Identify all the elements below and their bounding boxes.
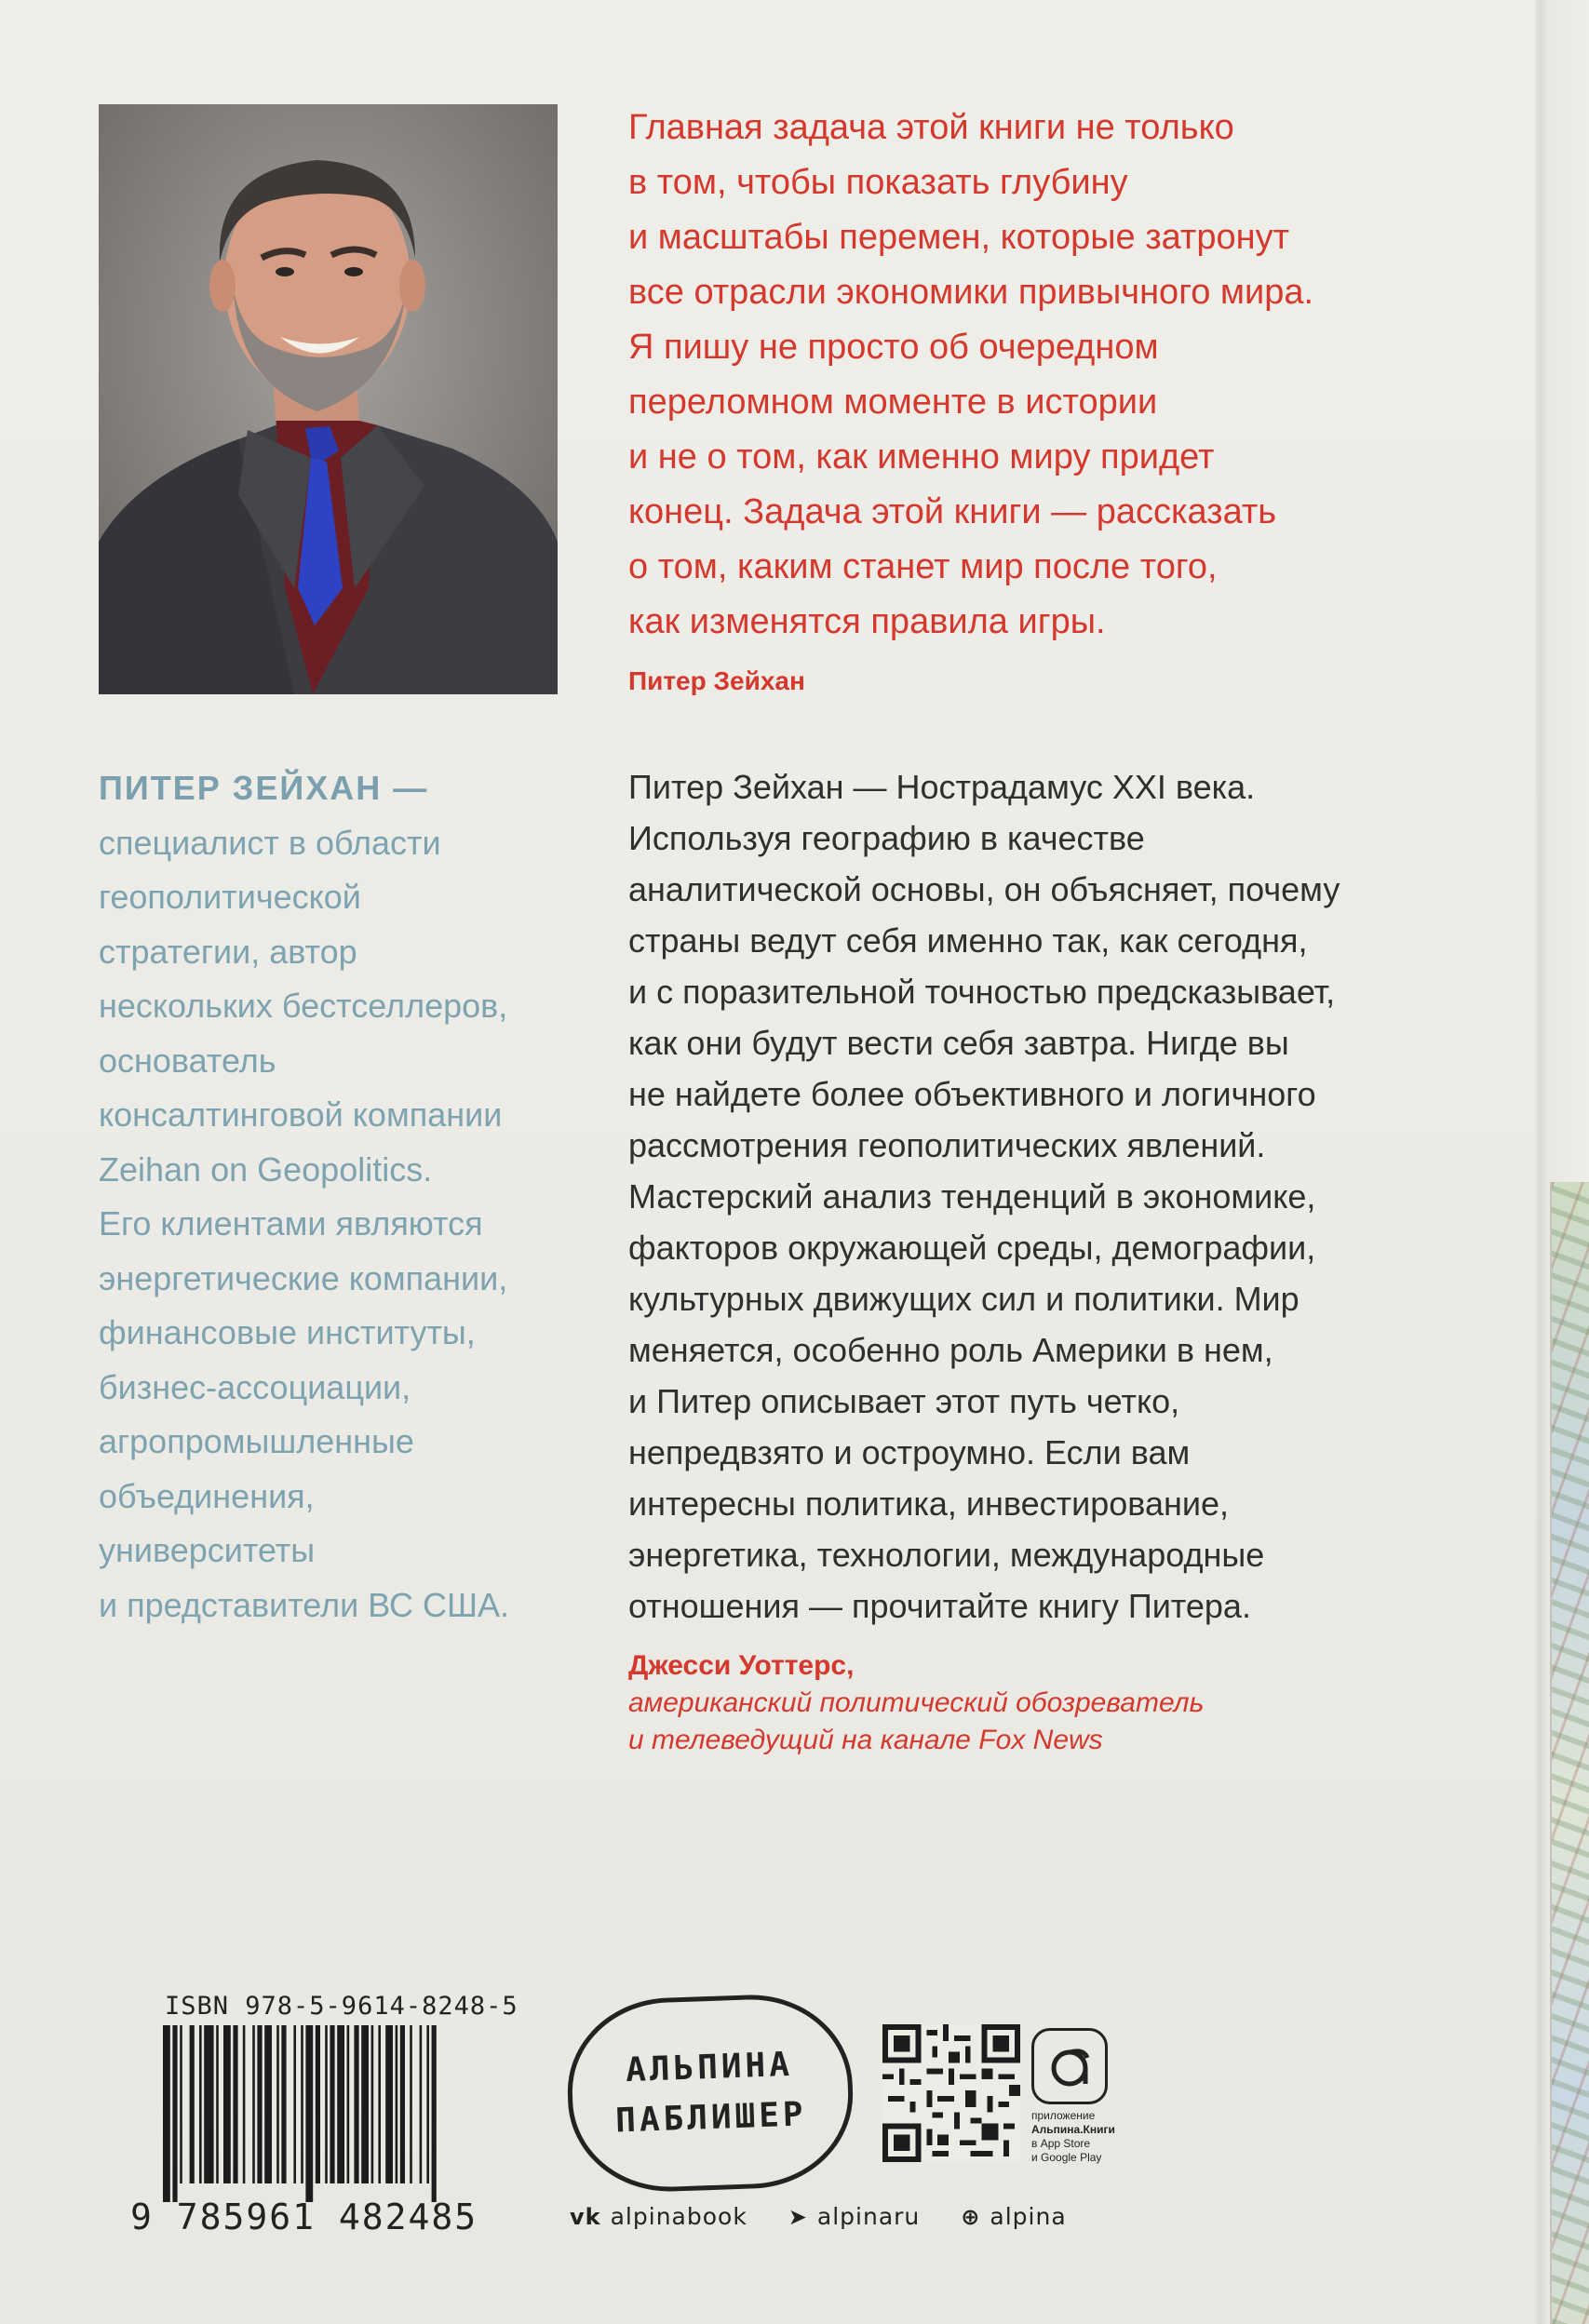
quote-line: конец. Задача этой книги — рассказать	[628, 492, 1277, 531]
bio-line: Zeihan on Geopolitics.	[99, 1149, 433, 1189]
review-line: аналитической основы, он объясняет, почему	[628, 870, 1340, 908]
review-line: факторов окружающей среды, демографии,	[628, 1229, 1316, 1267]
review-line: энергетика, технологии, международные	[628, 1536, 1265, 1574]
barcode-bar	[432, 2025, 437, 2202]
bio-line: нескольких бестселлеров,	[99, 987, 508, 1025]
barcode-bar	[199, 2025, 202, 2183]
barcode-bar	[216, 2025, 219, 2183]
barcode-digits: 9 785961 482485	[130, 2196, 478, 2237]
barcode-bar	[252, 2025, 255, 2183]
barcode-bar	[281, 2025, 286, 2183]
barcode-bar	[223, 2025, 231, 2183]
bio-line: бизнес-ассоциации,	[99, 1367, 411, 1406]
social-vk	[570, 2203, 747, 2230]
review-line: Мастерский анализ тенденций в экономике,	[628, 1177, 1316, 1216]
quote-line: Я пишу не просто об очередном	[628, 328, 1159, 367]
author-bio	[99, 761, 583, 1632]
barcode-bar	[396, 2025, 398, 2183]
vk-handle: alpinabook	[610, 2203, 747, 2230]
qr-code	[882, 2024, 1020, 2162]
bio-author-name: ПИТЕР ЗЕЙХАН —	[99, 769, 429, 807]
publisher-logo	[564, 1992, 855, 2196]
telegram-handle: alpinaru	[816, 2203, 921, 2230]
review-line: непредвзято и остроумно. Если вам	[628, 1433, 1191, 1471]
barcode-bar	[400, 2025, 405, 2183]
barcode-bar	[410, 2025, 412, 2183]
review-line: Используя географию в качестве	[628, 819, 1145, 857]
quote-line: все отрасли экономики привычного мира.	[628, 273, 1314, 312]
review-line: культурных движущих сил и политики. Мир	[628, 1280, 1299, 1318]
review-author-name: Джесси Уоттерс,	[628, 1650, 855, 1681]
bio-line: Его клиентами являются	[99, 1204, 483, 1243]
barcode-bar	[243, 2025, 246, 2183]
barcode	[163, 2025, 507, 2202]
barcode-bar	[316, 2025, 320, 2183]
barcode-bar	[325, 2025, 328, 2183]
other-handle: alpina	[990, 2203, 1067, 2230]
publisher-name-line: АЛЬПИНА	[625, 2045, 794, 2090]
quote-line: в том, чтобы показать глубину	[628, 163, 1128, 202]
barcode-bar	[354, 2025, 358, 2183]
bio-line: геополитической	[99, 878, 361, 916]
social-links	[570, 2203, 1067, 2230]
barcode-bar	[180, 2025, 182, 2183]
review-line: страны ведут себя именно так, как сегодня,	[628, 921, 1308, 960]
review-line: Питер Зейхан — Нострадамус XXI века.	[628, 768, 1256, 806]
bio-line: объединения,	[99, 1476, 315, 1515]
barcode-bar	[204, 2025, 213, 2183]
barcode-bar	[426, 2025, 429, 2183]
app-caption-line: и Google Play	[1031, 2151, 1102, 2164]
review-author	[628, 1647, 1204, 1759]
quote-line: и масштабы перемен, которые затронут	[628, 218, 1289, 257]
publisher-name-line: ПАБЛИШЕР	[614, 2095, 808, 2141]
quote-author: Питер Зейхан	[628, 666, 805, 695]
telegram-icon: ➤	[788, 2203, 808, 2230]
bio-line: агропромышленные	[99, 1422, 414, 1460]
review-author-role: американский политический обозреватель	[628, 1687, 1205, 1718]
quote-line: о том, каким станет мир после того,	[628, 547, 1218, 586]
barcode-bar	[371, 2025, 374, 2183]
plus-circle-icon: ⊕	[961, 2203, 981, 2230]
map-flap-edge	[1550, 1182, 1589, 2324]
barcode-bar	[347, 2025, 350, 2183]
quote-line: и не о том, как именно миру придет	[628, 437, 1215, 477]
review-line: рассмотрения геополитических явлений.	[628, 1126, 1266, 1164]
review-line: и Питер описывает этот путь четко,	[628, 1382, 1180, 1420]
review-line: и с поразительной точностью предсказывает,	[628, 973, 1336, 1011]
barcode-bar	[257, 2025, 262, 2183]
barcode-bar	[233, 2025, 237, 2183]
barcode-bar	[420, 2025, 423, 2183]
barcode-bar	[301, 2025, 303, 2183]
barcode-bar	[305, 2025, 313, 2202]
quote-line: как изменятся правила игры.	[628, 602, 1106, 641]
barcode-bar	[276, 2025, 279, 2183]
social-telegram	[788, 2203, 920, 2230]
bio-line: стратегии, автор	[99, 932, 357, 971]
barcode-bar	[361, 2025, 369, 2183]
barcode-bar	[172, 2025, 177, 2202]
review-author-role: и телеведущий на канале Fox News	[628, 1725, 1103, 1755]
author-quote	[628, 101, 1466, 650]
bio-line: и представители ВС США.	[99, 1585, 510, 1624]
review-line: как они будут вести себя завтра. Нигде вы	[628, 1024, 1289, 1062]
barcode-bar	[385, 2025, 393, 2183]
bio-line: основатель	[99, 1041, 276, 1080]
app-caption-line: приложение	[1031, 2109, 1096, 2122]
bio-line: специалист в области	[99, 823, 441, 862]
social-other	[961, 2203, 1066, 2230]
review-line: отношения — прочитайте книгу Питера.	[628, 1587, 1251, 1625]
barcode-bar	[330, 2025, 334, 2183]
quote-line: переломном моменте в истории	[628, 383, 1158, 422]
app-caption-line: Альпина.Книги	[1031, 2123, 1115, 2136]
barcode-bar	[264, 2025, 272, 2183]
vk-icon: vk	[570, 2203, 601, 2230]
quote-line: Главная задача этой книги не только	[628, 108, 1234, 147]
bio-line: энергетические компании,	[99, 1258, 508, 1297]
app-store-caption	[1031, 2109, 1162, 2165]
barcode-bar	[378, 2025, 381, 2183]
barcode-bar	[293, 2025, 296, 2183]
review-line: интересны политика, инвестирование,	[628, 1484, 1230, 1523]
app-caption-line: в App Store	[1031, 2137, 1091, 2150]
review-line: не найдете более объективного и логичного	[628, 1075, 1316, 1113]
barcode-bar	[163, 2025, 170, 2202]
bio-line: финансовые институты,	[99, 1313, 476, 1351]
barcode-bar	[190, 2025, 195, 2183]
barcode-bar	[337, 2025, 344, 2183]
bio-line: консалтинговой компании	[99, 1095, 503, 1134]
bio-line: университеты	[99, 1531, 316, 1569]
alpina-books-app-icon	[1031, 2028, 1108, 2104]
review-text	[628, 761, 1466, 1632]
isbn-label: ISBN 978-5-9614-8248-5	[165, 1992, 518, 2021]
author-photo	[99, 104, 558, 694]
review-line: меняется, особенно роль Америки в нем,	[628, 1331, 1273, 1369]
